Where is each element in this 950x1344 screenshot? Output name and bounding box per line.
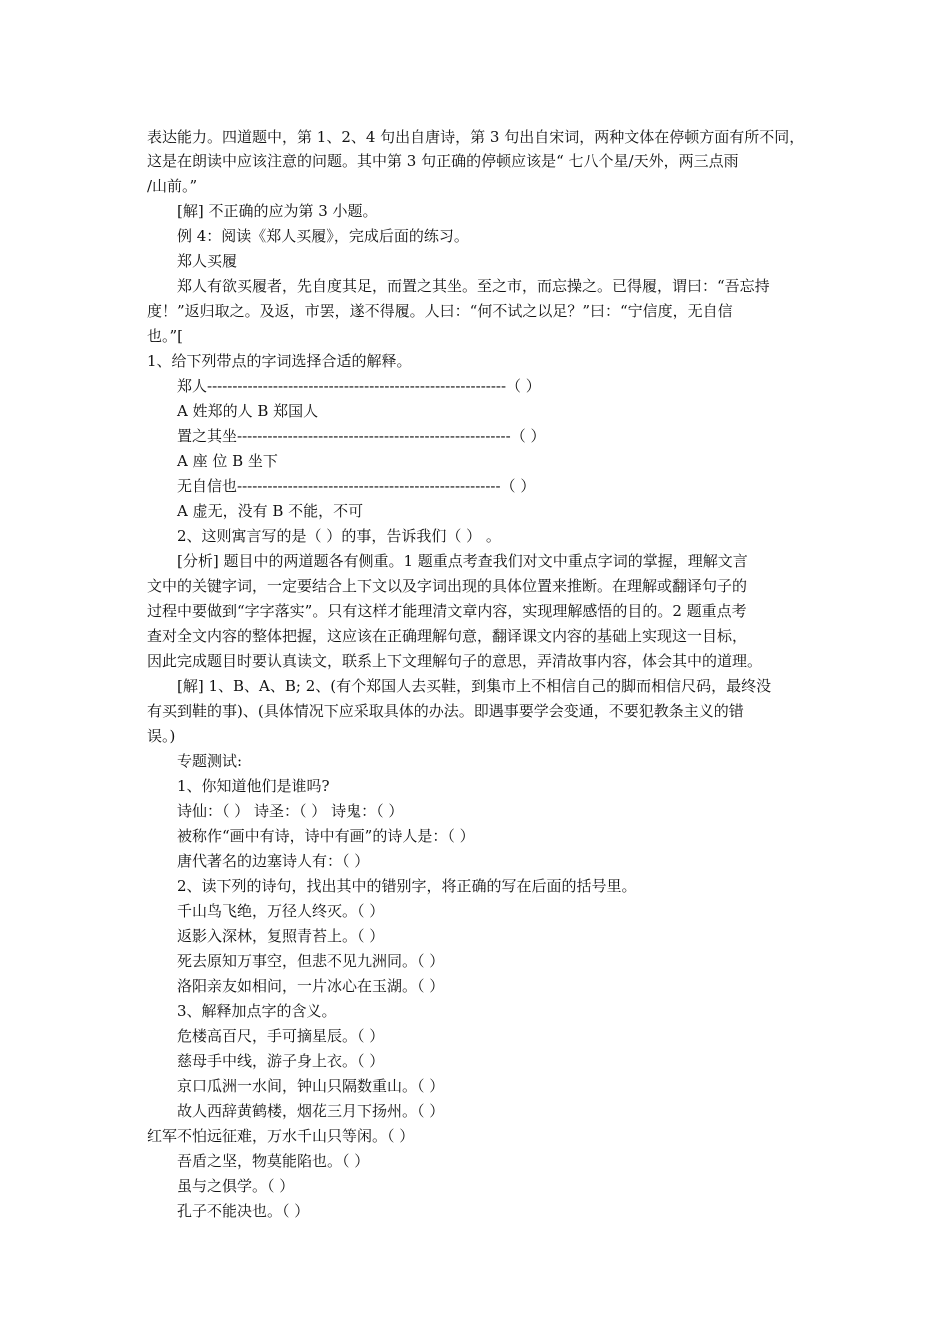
question-heading: 1、你知道他们是谁吗? bbox=[177, 777, 330, 795]
text-line: 例 4：阅读《郑人买履》，完成后面的练习。 bbox=[177, 227, 469, 245]
question-item: 慈母手中线，游子身上衣。（ ） bbox=[177, 1052, 385, 1070]
text-line: 误。) bbox=[147, 727, 176, 745]
text-line: 有买到鞋的事)、(具体情况下应采取具体的办法。即遇事要学会变通，不要犯教条主义的错 bbox=[147, 702, 744, 720]
question-item: 吾盾之坚，物莫能陷也。（ ） bbox=[177, 1152, 370, 1170]
passage-title: 郑人买履 bbox=[177, 252, 238, 270]
question-item: 死去原知万事空，但悲不见九洲同。（ ） bbox=[177, 952, 445, 970]
question-item: 郑人-----------------------------------------------------------（ ） bbox=[177, 377, 541, 395]
question-item: 红军不怕远征难，万水千山只等闲。（ ） bbox=[147, 1127, 415, 1145]
section-heading: 专题测试: bbox=[177, 752, 243, 770]
text-line: 也。”[ bbox=[147, 327, 184, 345]
text-line: 郑人有欲买履者，先自度其足，而置之其坐。至之市，而忘操之。已得履，谓曰：“吾忘持 bbox=[177, 277, 770, 295]
question-item: 返影入深林，复照青苔上。（ ） bbox=[177, 927, 385, 945]
question-item: 洛阳亲友如相问，一片冰心在玉湖。（ ） bbox=[177, 977, 445, 995]
question-heading: 1、给下列带点的字词选择合适的解释。 bbox=[147, 352, 412, 370]
text-line: /山前。” bbox=[147, 177, 198, 195]
question-item: 京口瓜洲一水间，钟山只隔数重山。（ ） bbox=[177, 1077, 445, 1095]
question-item: 被称作“画中有诗，诗中有画”的诗人是：（ ） bbox=[177, 827, 475, 845]
answer-options: A 座 位 B 坐下 bbox=[177, 452, 278, 470]
question-item: 置之其坐------------------------------------------------------（ ） bbox=[177, 427, 546, 445]
question-item: 唐代著名的边塞诗人有：（ ） bbox=[177, 852, 370, 870]
text-line: [解] 不正确的应为第 3 小题。 bbox=[177, 202, 378, 220]
text-line: [分析] 题目中的两道题各有侧重。1 题重点考查我们对文中重点字词的掌握，理解文言 bbox=[177, 552, 748, 570]
text-line: [解] 1、B、A、B; 2、(有个郑国人去买鞋，到集市上不相信自己的脚而相信尺码，最终没 bbox=[177, 677, 772, 695]
text-line: 过程中要做到“字字落实”。只有这样才能理清文章内容，实现理解感悟的目的。2 题重点考 bbox=[147, 602, 747, 620]
text-line: 度！”返归取之。及返，市罢，遂不得履。人曰：“何不试之以足？”曰：“宁信度，无自信 bbox=[147, 302, 733, 320]
question-item: 故人西辞黄鹤楼，烟花三月下扬州。（ ） bbox=[177, 1102, 445, 1120]
question-item: 无自信也----------------------------------------------------（ ） bbox=[177, 477, 536, 495]
question-item: 诗仙：（ ） 诗圣：（ ） 诗鬼：（ ） bbox=[177, 802, 404, 820]
text-line: 文中的关键字词，一定要结合上下文以及字词出现的具体位置来推断。在理解或翻译句子的 bbox=[147, 577, 748, 595]
question-item: 2、这则寓言写的是（ ）的事，告诉我们（ ） 。 bbox=[177, 527, 501, 545]
text-line: 表达能力。四道题中，第 1、2、4 句出自唐诗，第 3 句出自宋词，两种文体在停顿方面有所不同， bbox=[147, 128, 805, 146]
text-line: 查对全文内容的整体把握，这应该在正确理解句意，翻译课文内容的基础上实现这一目标， bbox=[147, 627, 748, 645]
question-heading: 3、解释加点字的含义。 bbox=[177, 1002, 337, 1020]
question-item: 千山鸟飞绝，万径人终灭。（ ） bbox=[177, 902, 385, 920]
question-item: 虽与之俱学。（ ） bbox=[177, 1177, 295, 1195]
answer-options: A 虚无，没有 B 不能，不可 bbox=[177, 502, 364, 520]
question-item: 孔子不能决也。（ ） bbox=[177, 1202, 310, 1220]
answer-options: A 姓郑的人 B 郑国人 bbox=[177, 402, 319, 420]
text-line: 这是在朗读中应该注意的问题。其中第 3 句正确的停顿应该是“ 七八个星/天外，两三点雨 bbox=[147, 152, 739, 170]
text-line: 因此完成题目时要认真读文，联系上下文理解句子的意思，弄清故事内容，体会其中的道理。 bbox=[147, 652, 763, 670]
question-heading: 2、读下列的诗句，找出其中的错别字，将正确的写在后面的括号里。 bbox=[177, 877, 637, 895]
question-item: 危楼高百尺，手可摘星辰。（ ） bbox=[177, 1027, 385, 1045]
